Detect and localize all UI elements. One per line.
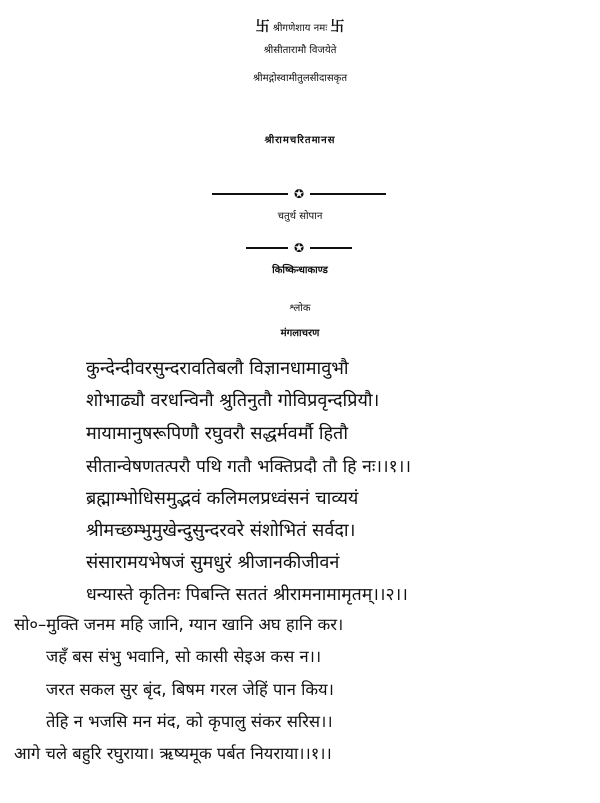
- sortha-line: जहँ बस संभु भवानि, सो कासी सेइअ कस न।।: [46, 647, 322, 666]
- invocation-text: श्रीगणेशाय नमः: [272, 23, 328, 34]
- ornamental-divider: [0, 241, 600, 255]
- shloka-line: श्रीमच्छम्भुमुखेन्दुसुन्दरवरे संशोभितं सर्वदा।: [86, 520, 356, 541]
- shloka-line: धन्यास्ते कृतिनः पिबन्ति सततं श्रीरामनामामृतम्।।२।।: [86, 585, 408, 605]
- swastika-icon: 卐: [255, 19, 270, 35]
- mangalacharan-heading: मंगलाचरण: [280, 328, 320, 339]
- invocation-line: [0, 16, 600, 36]
- sortha-line: सो०–मुक्ति जनम महि जानि, ग्यान खानि अघ हानि कर।: [14, 615, 344, 634]
- page-title: श्रीरामचरितमानस: [264, 135, 336, 146]
- header-line-2: श्रीसीतारामौ विजयेते: [263, 45, 337, 56]
- sopan-heading: चतुर्थ सोपान: [277, 211, 323, 222]
- shloka-line: कुन्देन्दीवरसुन्दरावतिबलौ विज्ञानधामावुभौ: [86, 358, 349, 379]
- sortha-line: जरत सकल सुर बृंद, बिषम गरल जेहिं पान किय।: [46, 680, 334, 699]
- chaupai-line: आगे चले बहुरि रघुराया। ऋष्यमूक पर्बत नियराया।।१।।: [14, 744, 332, 763]
- shloka-line: ब्रह्माम्भोधिसमुद्भवं कलिमलप्रध्वंसनं चाव्ययं: [86, 488, 359, 509]
- header-line-3: श्रीमद्गोस्वामीतुलसीदासकृत: [252, 73, 348, 84]
- kand-heading: किष्किन्धाकाण्ड: [272, 265, 328, 276]
- sortha-line: तेहि न भजसि मन मंद, को कृपालु संकर सरिस।।: [46, 712, 333, 731]
- star-ornament-icon: ✪: [293, 241, 305, 255]
- shlok-label: श्लोक: [289, 303, 311, 314]
- shloka-line: सीतान्वेषणतत्परौ पथि गतौ भक्तिप्रदौ तौ हि नः।।१।।: [86, 457, 411, 477]
- shloka-line: संसारामयभेषजं सुमधुरं श्रीजानकीजीवनं: [86, 552, 340, 573]
- shloka-line: शोभाढ्यौ वरधन्विनौ श्रुतिनुतौ गोविप्रवृन्दप्रियौ।: [86, 390, 380, 411]
- ornamental-divider: [0, 187, 600, 201]
- swastika-icon: 卐: [330, 19, 345, 35]
- shloka-line: मायामानुषरूपिणौ रघुवरौ सद्धर्मवर्मौ हितौ: [86, 423, 348, 444]
- star-ornament-icon: ✪: [293, 187, 305, 201]
